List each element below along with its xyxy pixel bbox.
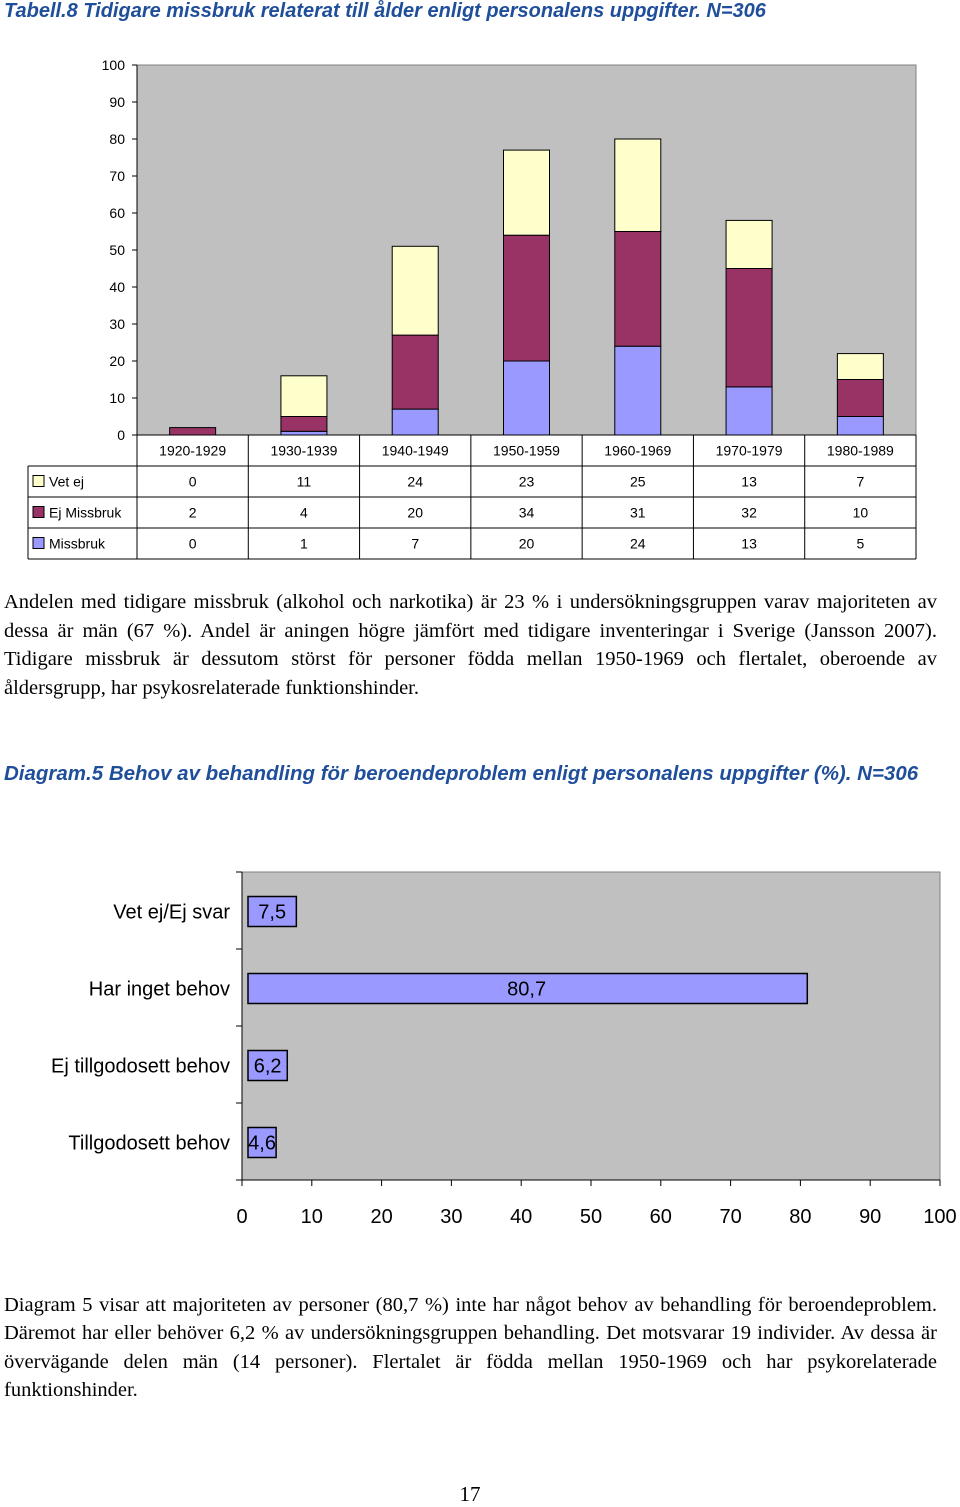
bar-segment [837,354,883,380]
x-tick-label: 100 [923,1206,957,1228]
x-tick-label: 30 [440,1206,463,1228]
table-value: 10 [852,504,869,521]
x-tick-label: 40 [510,1206,533,1228]
table-value: 13 [741,473,757,490]
y-tick-label: 100 [101,57,125,73]
table-value: 25 [629,473,646,490]
bar-segment [392,246,438,335]
data-label: 80,7 [507,978,547,1001]
category-label: Tillgodosett behov [68,1132,230,1155]
bar-segment [392,335,438,409]
legend-swatch [33,538,44,549]
x-tick-label: 90 [859,1206,882,1228]
data-label: 6,2 [253,1055,282,1078]
table-value: 7 [856,473,865,490]
x-tick-label: 50 [579,1206,603,1228]
table-value: 4 [300,504,308,521]
table-value: 7 [411,535,420,552]
bar-segment [504,235,550,361]
x-category-label: 1920-1929 [159,442,227,459]
bar-segment [504,361,550,435]
table-value: 32 [741,504,757,521]
table-value: 24 [629,535,646,552]
bar-segment [837,380,883,417]
y-tick-label: 50 [109,242,125,258]
y-tick-label: 10 [109,390,125,406]
legend-label: Ej Missbruk [49,504,122,521]
table-value: 31 [629,504,646,521]
legend-swatch [33,476,44,487]
bar-segment [281,417,327,432]
table-value: 5 [856,535,865,552]
data-label: 7,5 [258,901,287,924]
table-value: 20 [518,535,535,552]
table-value: 20 [407,504,424,521]
table-value: 23 [518,473,535,490]
bar-segment [170,428,216,435]
table-value: 34 [518,504,535,521]
x-tick-label: 70 [719,1206,742,1228]
bar-segment [392,409,438,435]
data-label: 4,6 [248,1132,276,1155]
legend-label: Missbruk [49,535,106,552]
x-tick-label: 60 [649,1206,672,1228]
x-category-label: 1930-1939 [270,442,338,459]
bar-segment [615,232,661,347]
y-tick-label: 70 [109,168,125,184]
y-tick-label: 30 [109,316,125,332]
y-tick-label: 90 [109,94,125,110]
bar-segment [504,150,550,235]
bar-segment [837,417,883,436]
x-tick-label: 10 [300,1206,323,1228]
category-label: Ej tillgodosett behov [50,1055,230,1078]
table-value: 2 [188,504,197,521]
plot-area [242,872,940,1180]
category-label: Har inget behov [88,978,230,1001]
table-value: 11 [296,473,312,490]
x-category-label: 1960-1969 [604,442,672,459]
horizontal-bar-chart [0,860,960,1240]
body-paragraph-2: Diagram 5 visar att majoriteten av personer (80,7 %) inte har något behov av behandling för beroendeproblem. Däremot har eller behöver 6,2 % av undersökningsgruppen behandling. Det motsvarar 19 individer. Av dessa är övervägande delen män (14 personer). Flertalet är födda mellan 1950-1969 och har psykorelaterade funktionshinder. [4,1294,937,1402]
table-caption: Tabell.8 Tidigare missbruk relaterat till ålder enligt personalens uppgifter. N=306 [4,0,766,22]
y-tick-label: 80 [109,131,125,147]
table-value: 0 [188,473,197,490]
y-tick-label: 60 [109,205,125,221]
x-tick-label: 0 [236,1206,248,1228]
bar-segment [726,269,772,387]
y-tick-label: 20 [109,353,125,369]
bar-segment [281,376,327,417]
bar-segment [615,139,661,232]
y-tick-label: 40 [109,279,125,295]
x-category-label: 1950-1959 [493,442,560,459]
table-value: 13 [741,535,757,552]
diagram-caption: Diagram.5 Behov av behandling för beroendeproblem enligt personalens uppgifter (%). N=306 [4,762,919,785]
x-tick-label: 20 [370,1206,393,1228]
y-tick-label: 0 [117,427,125,443]
table-value: 1 [300,535,308,552]
x-category-label: 1980-1989 [826,442,894,459]
x-category-label: 1970-1979 [715,442,783,459]
legend-label: Vet ej [49,473,85,490]
x-tick-label: 80 [789,1206,812,1228]
bar-segment [281,431,327,435]
table-value: 0 [188,535,197,552]
legend-swatch [33,507,44,518]
bar-segment [726,387,772,435]
stacked-bar-chart [0,30,960,570]
table-value: 24 [407,473,424,490]
bar-segment [726,220,772,268]
x-category-label: 1940-1949 [381,442,449,459]
body-paragraph-1: Andelen med tidigare missbruk (alkohol och narkotika) är 23 % i undersökningsgruppen varav majoriteten av dessa är män (67 %). Andel är aningen högre jämfört med tidigare inventeringar i Sverige (Jansson 2007). Tidigare missbruk är dessutom störst för personer födda mellan 1950-1969 och flertalet, oberoende av åldersgrupp, har psykosrelaterade funktionshinder. [4,591,937,699]
page-number: 17 [459,1482,481,1506]
category-label: Vet ej/Ej svar [113,901,230,924]
bar-segment [615,346,661,435]
